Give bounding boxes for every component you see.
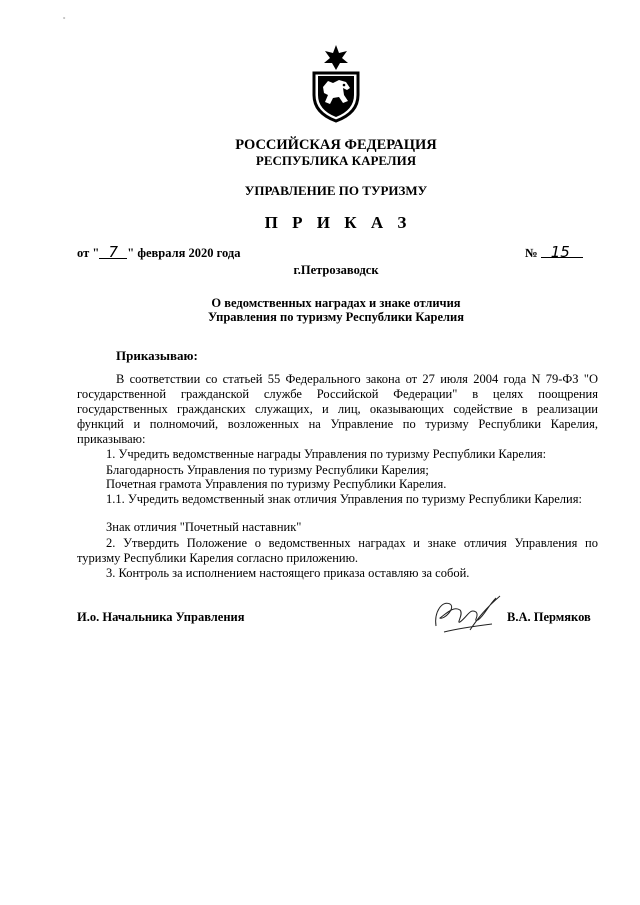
subject-line-1: О ведомственных наградах и знаке отличия [211,296,461,310]
date-line [77,243,241,261]
item-1: 1. Учредить ведомственные награды Управления по туризму Республики Карелия: [106,447,547,461]
header-department: УПРАВЛЕНИЕ ПО ТУРИЗМУ [244,183,428,198]
signatory-position: И.о. Начальника Управления [77,610,245,624]
date-prefix: от " [77,246,100,260]
subject-line-2: Управления по туризму Республики Карелия [208,310,464,324]
date-suffix: " февраля 2020 года [127,246,241,260]
karelia-coat-of-arms-icon [306,43,366,123]
document-type-title: П Р И К А З [264,213,412,232]
item-3: 3. Контроль за исполнением настоящего приказа оставляю за собой. [106,566,470,580]
order-word: Приказываю: [116,348,198,363]
item-1-certificate: Почетная грамота Управления по туризму Республики Карелия. [106,477,447,491]
number-value-handwritten: 15 [541,246,583,258]
item-1-1: 1.1. Учредить ведомственный знак отличия Управления по туризму Республики Карелия: [106,492,582,506]
signatory-name: В.А. Пермяков [507,610,591,624]
item-2: 2. Утвердить Положение о ведомственных наградах и знаке отличия Управления по туризму Республики Карелия согласно приложению. [77,536,598,565]
header-country: РОССИЙСКАЯ ФЕДЕРАЦИЯ [235,137,437,153]
item-1-1-badge: Знак отличия "Почетный наставник" [106,520,302,534]
corner-mark: ° [63,17,66,23]
handwritten-signature [430,590,506,640]
header-republic: РЕСПУБЛИКА КАРЕЛИЯ [255,153,417,168]
date-day-handwritten: 7 [99,246,127,259]
number-label: № [525,246,538,260]
number-line [525,243,583,261]
city: г.Петрозаводск [293,263,379,277]
item-1-gratitude: Благодарность Управления по туризму Республики Карелия; [106,463,429,477]
intro-paragraph: В соответствии со статьей 55 Федерального закона от 27 июля 2004 года N 79-ФЗ "О государственной гражданской службе Российской Федерации" в целях поощрения государственных гражданских служащих, и лиц, оказывающих содействие в реализации функций и полномочий, возложенных на Управление по туризму Республики Карелия, приказываю: [77,372,598,446]
